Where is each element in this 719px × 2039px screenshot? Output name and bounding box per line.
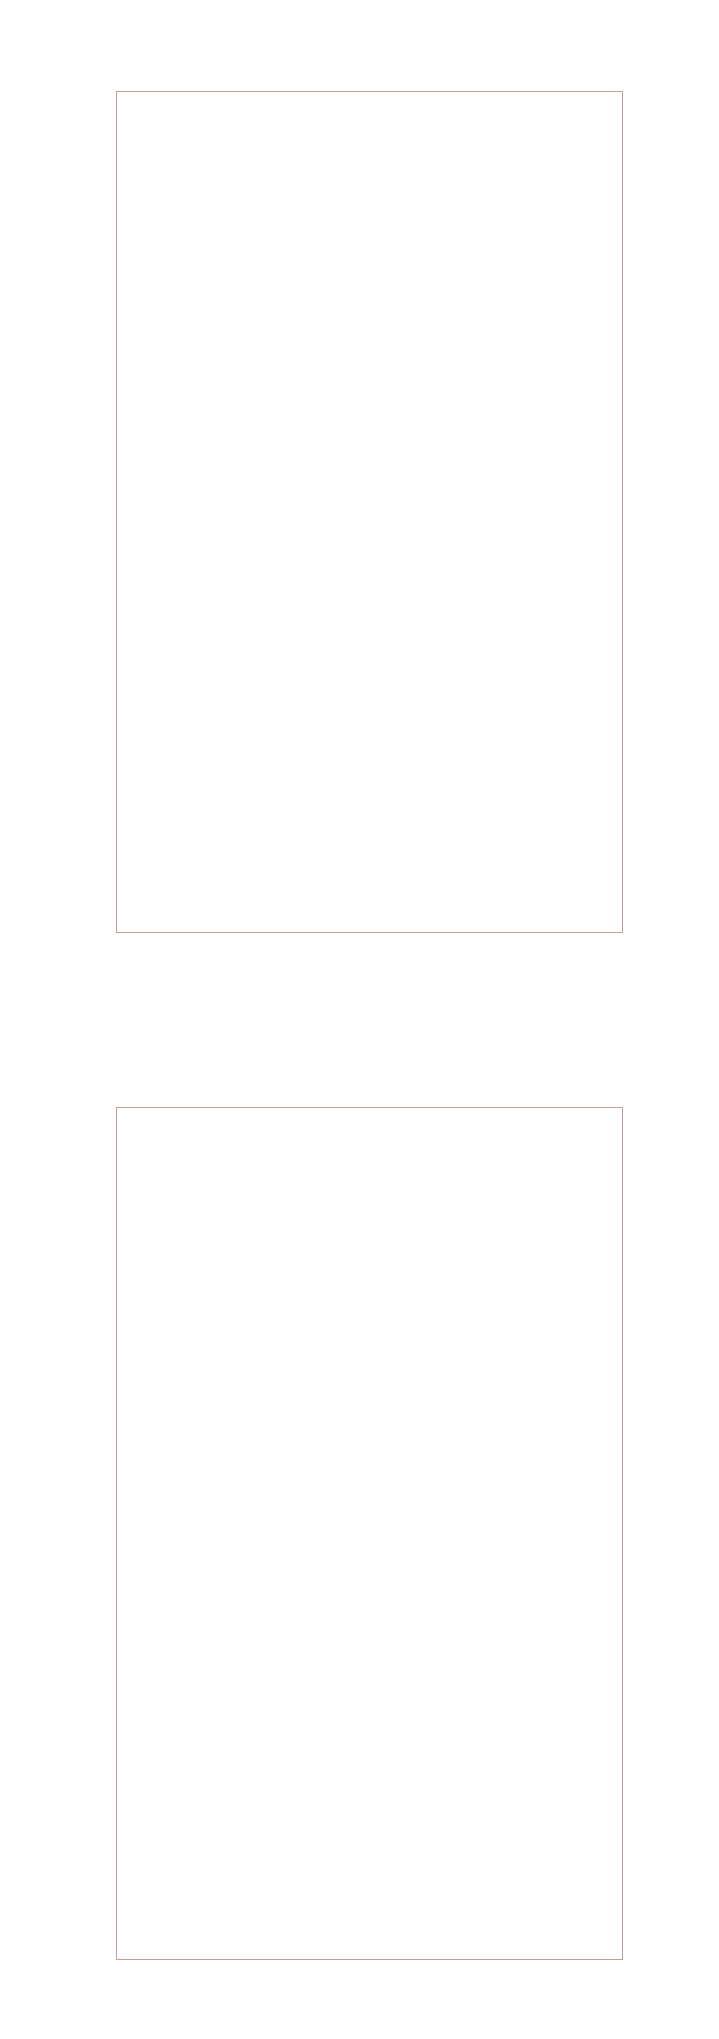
composition-sheet-page-1 <box>116 91 623 933</box>
composition-sheet-page-2 <box>116 1107 623 1960</box>
